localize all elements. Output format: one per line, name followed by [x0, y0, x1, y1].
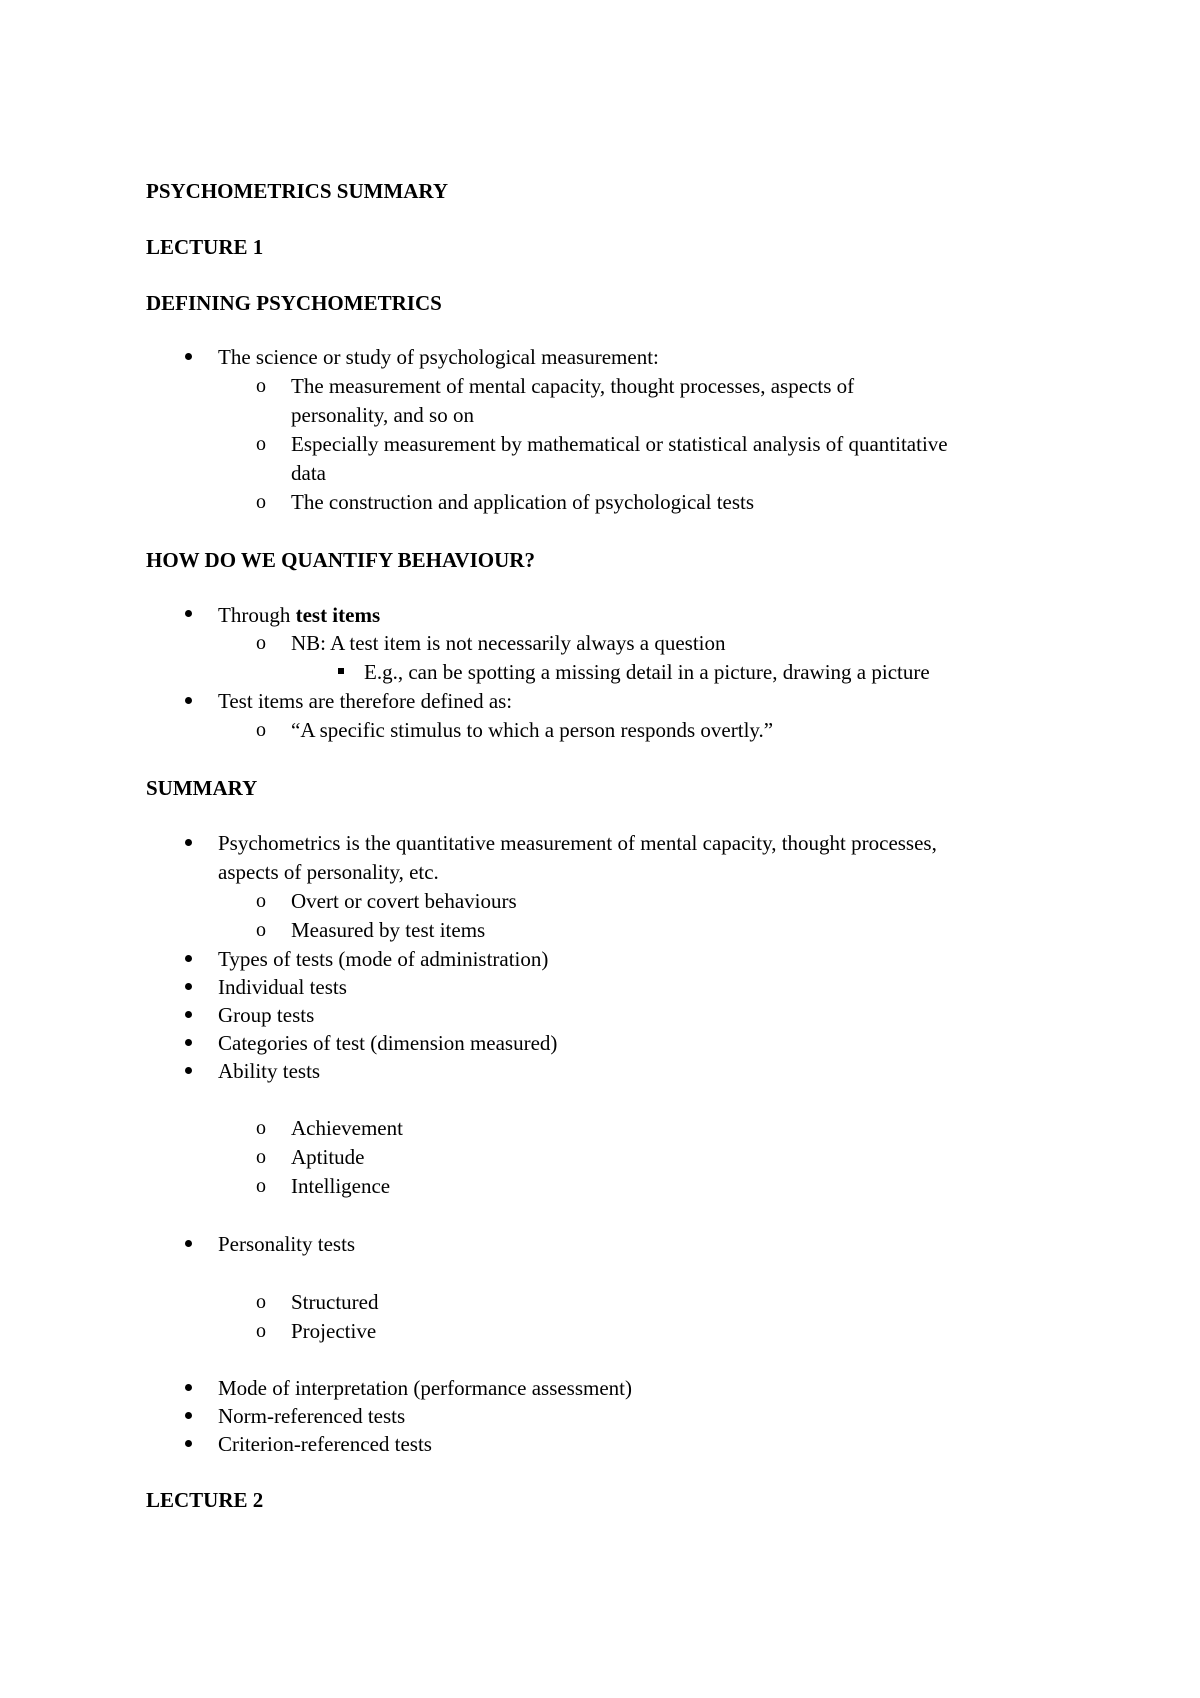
list-item: Individual tests	[218, 975, 347, 999]
list-item: Types of tests (mode of administration)	[218, 947, 549, 971]
bold-term: test items	[295, 603, 381, 627]
sub-bullet-marker: o	[256, 1320, 266, 1342]
sub-bullet-marker: o	[256, 1117, 266, 1139]
list-item: The construction and application of psychological tests	[291, 490, 755, 514]
sub-bullet-marker: o	[256, 719, 266, 741]
bullet-dot	[185, 1240, 192, 1247]
quantify-behaviour-heading: HOW DO WE QUANTIFY BEHAVIOUR?	[146, 548, 535, 572]
bullet-dot	[185, 1067, 192, 1074]
sub-bullet-marker: o	[256, 919, 266, 941]
sub-bullet-marker: o	[256, 1291, 266, 1313]
list-item: Especially measurement by mathematical or statistical analysis of quantitative	[291, 432, 948, 456]
bullet-dot	[185, 1011, 192, 1018]
list-item: The measurement of mental capacity, thought processes, aspects of	[291, 374, 855, 398]
sub-bullet-marker: o	[256, 491, 266, 513]
list-item: Personality tests	[218, 1232, 356, 1256]
sub-bullet-marker: o	[256, 632, 266, 654]
sub-bullet-marker: o	[256, 375, 266, 397]
list-item: Aptitude	[291, 1145, 365, 1169]
bullet-dot	[185, 697, 192, 704]
list-item	[218, 602, 380, 628]
text-span: Through	[218, 603, 296, 627]
document-title: PSYCHOMETRICS SUMMARY	[146, 179, 449, 203]
square-bullet	[338, 668, 344, 674]
list-item: Categories of test (dimension measured)	[218, 1031, 558, 1055]
list-item: Criterion-referenced tests	[218, 1432, 432, 1456]
list-item: Test items are therefore defined as:	[218, 689, 513, 713]
list-item: E.g., can be spotting a missing detail in a picture, drawing a picture	[364, 660, 930, 684]
bullet-dot	[185, 955, 192, 962]
list-item: “A specific stimulus to which a person responds overtly.”	[291, 718, 774, 742]
lecture-2-heading: LECTURE 2	[146, 1488, 264, 1512]
bullet-dot	[185, 1412, 192, 1419]
sub-bullet-marker: o	[256, 1146, 266, 1168]
list-item: Mode of interpretation (performance assessment)	[218, 1376, 633, 1400]
list-item-continuation: data	[291, 461, 326, 485]
list-item: Overt or covert behaviours	[291, 889, 517, 913]
summary-heading: SUMMARY	[146, 776, 258, 800]
bullet-dot	[185, 610, 192, 617]
bullet-dot	[185, 1440, 192, 1447]
bullet-dot	[185, 983, 192, 990]
list-item: Structured	[291, 1290, 379, 1314]
sub-bullet-marker: o	[256, 433, 266, 455]
defining-psychometrics-heading: DEFINING PSYCHOMETRICS	[146, 291, 442, 315]
list-item: Ability tests	[218, 1059, 321, 1083]
bullet-dot	[185, 1039, 192, 1046]
list-item: Norm-referenced tests	[218, 1404, 406, 1428]
list-item: Intelligence	[291, 1174, 391, 1198]
bullet-dot	[185, 353, 192, 360]
list-item: Measured by test items	[291, 918, 486, 942]
list-item: Psychometrics is the quantitative measurement of mental capacity, thought processes,	[218, 831, 937, 855]
list-item: Achievement	[291, 1116, 403, 1140]
list-item: NB: A test item is not necessarily always a question	[291, 631, 726, 655]
list-item-continuation: personality, and so on	[291, 403, 474, 427]
bullet-dot	[185, 839, 192, 846]
list-item: The science or study of psychological measurement:	[218, 345, 659, 369]
sub-bullet-marker: o	[256, 1175, 266, 1197]
list-item: Projective	[291, 1319, 377, 1343]
lecture-1-heading: LECTURE 1	[146, 235, 264, 259]
bullet-dot	[185, 1384, 192, 1391]
list-item-continuation: aspects of personality, etc.	[218, 860, 439, 884]
list-item: Group tests	[218, 1003, 315, 1027]
sub-bullet-marker: o	[256, 890, 266, 912]
